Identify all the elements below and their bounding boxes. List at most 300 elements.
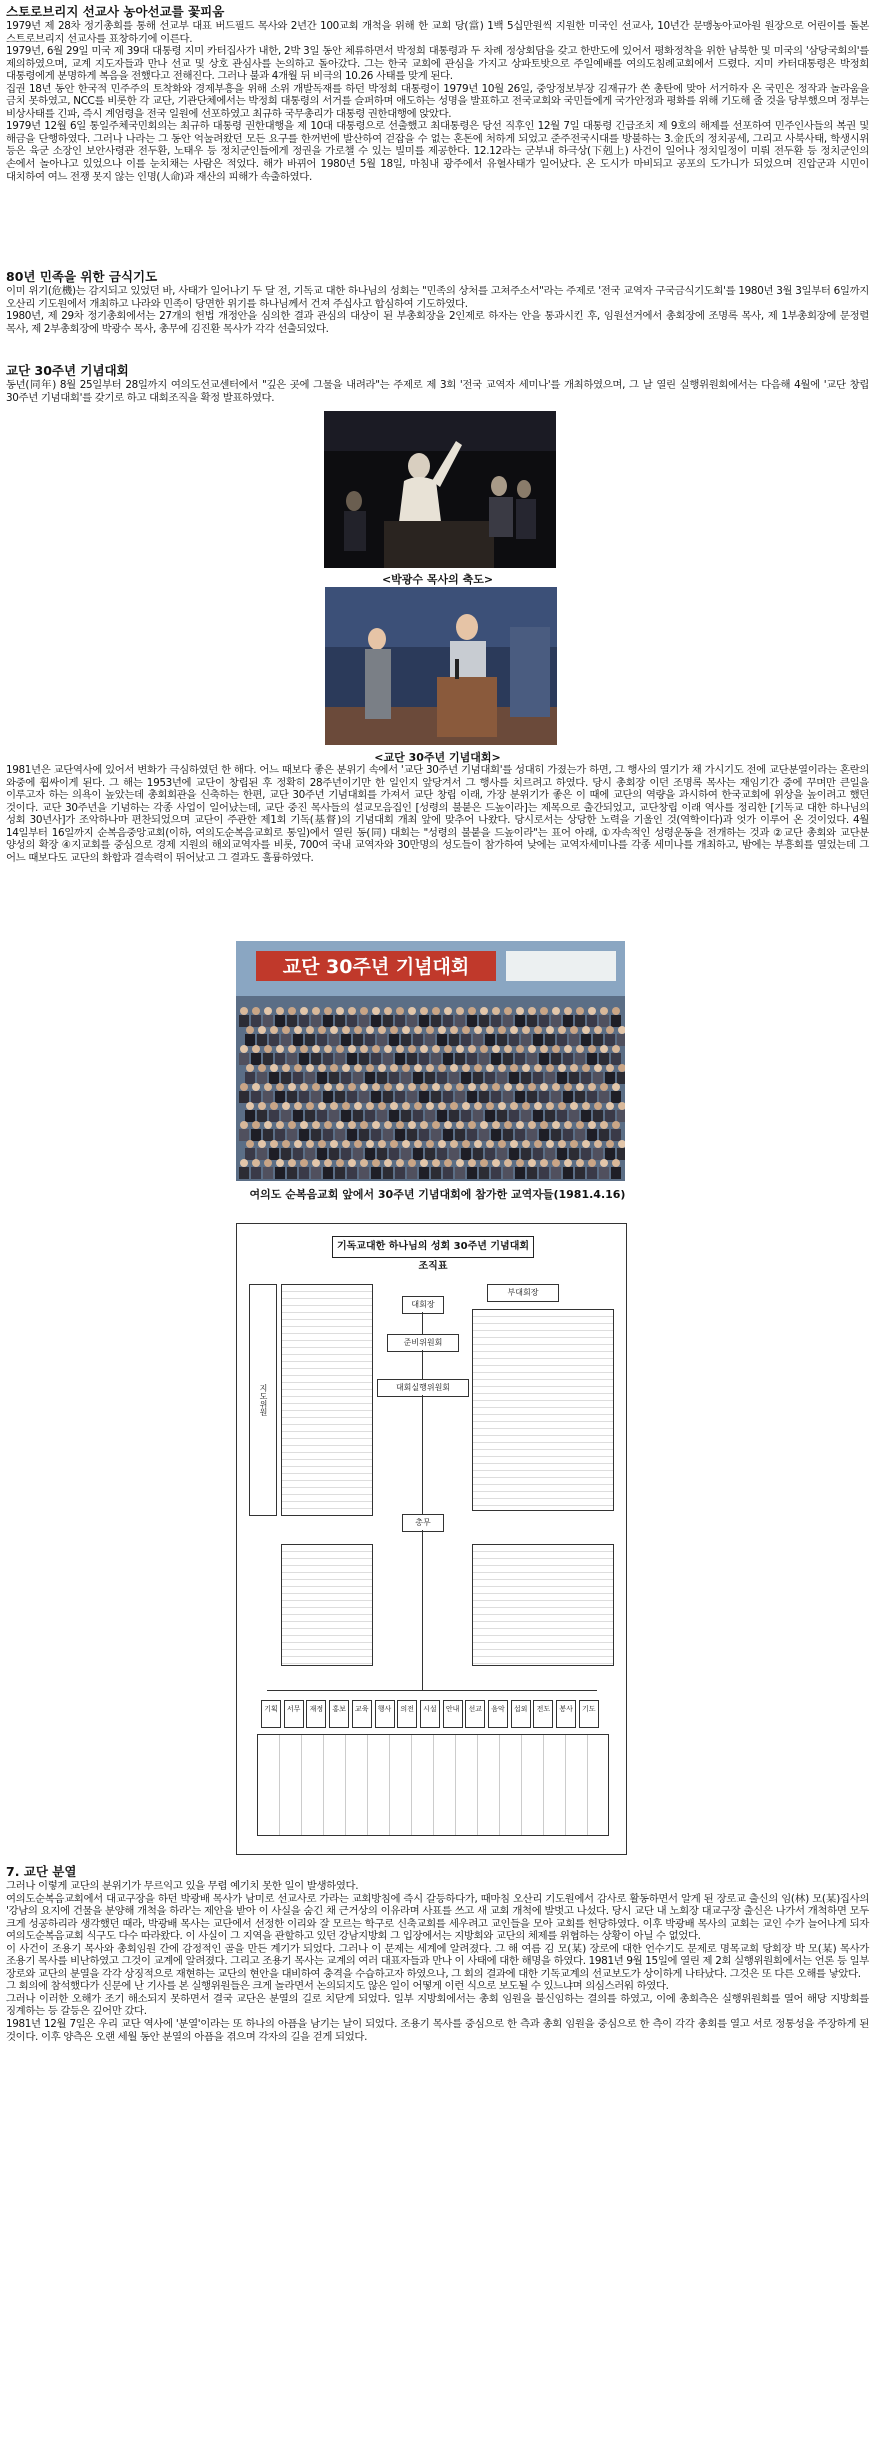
person-head bbox=[570, 1064, 578, 1072]
person-head bbox=[456, 1159, 464, 1167]
person-body bbox=[575, 1167, 585, 1179]
person-head bbox=[318, 1140, 326, 1148]
person-body bbox=[599, 1015, 609, 1027]
section-3 bbox=[0, 363, 875, 404]
org-committee-box: 전도 bbox=[533, 1700, 553, 1728]
person-head bbox=[588, 1045, 596, 1053]
paragraph: 1981년은 교단역사에 있어서 변화가 극심하였던 한 해다. 어느 때보다 좋은 분위기 속에서 '교단 30주년 기념대회'를 성대히 가졌는가 하면, 그 행사의 열기가 채 가시기도 전에 교단분열이라는 혼란의 와중에 휩싸이게 된다. 그 해는 1953년에 교단이 창립된 후 정확히 28주년이기만 한 일인지 앞당겨서 그 행사를 치르려고 하였다. 당시 총회장 이던 조명록 목사는 재임기간 중에 꾸며만 큰일을 이루고자 하는 의욕이 높았는데 총회회관을 신축하는 한편, 교단 30주년 기념대회를 가져서 교단 창립 이래, 가장 분위기가 좋은 이 때에 교단의 역량을 과시하여 한국교회에 위상을 높이려고 했던 것이다. 교단 30주년을 기념하는 각종 사업이 일어났는데, 교단 중진 목사들의 설교모음집인 [성령의 불붙은 드높이라]는 제목으로 출간되었고, 교단창립 이래 역사를 정리한 [기독교 대한 하나님의 성회 30년사]가 조악하나마 편찬되었으며 교단이 주관한 제1회 기독(基督)의 기념대회 개최 앞에 맞추어 나왔다. 당시로서는 상당한 노력을 기울인 것(역학이다)과 엇가 이루어 온 것이었다. 4월 14일부터 16일까지 순복음중앙교회(이하, 여의도순복음교회로 통일)에서 열린 동(同) 대회는 "성령의 불붙을 드높이라"는 표어 아래, ①자속적인 성령운동을 전개하는 것과 ②교단 총회와 교단분 양성의 확장 ④지교회를 중심으로 경제 지원의 해외교역자를 비롯, 700여 국내 교역자와 30만명의 성도들이 참가하여 낮에는 교역자세미나를 각종 세미나를 개최하고, 밤에는 부흥회를 열었는데 그 어느 때보다도 교단의 화합과 결속력이 뛰어났고 그 결과도 훌륭하였다. bbox=[6, 764, 869, 864]
person-head bbox=[576, 1007, 584, 1015]
org-box-chair: 대회장 bbox=[402, 1296, 444, 1314]
person-body bbox=[497, 1072, 507, 1084]
person-head bbox=[240, 1007, 248, 1015]
person-head bbox=[378, 1102, 386, 1110]
person-head bbox=[390, 1064, 398, 1072]
person-head bbox=[612, 1159, 620, 1167]
org-committee-box: 안내 bbox=[443, 1700, 463, 1728]
person-body bbox=[365, 1110, 375, 1122]
person-body bbox=[617, 1148, 625, 1160]
person-head bbox=[576, 1159, 584, 1167]
person-head bbox=[444, 1121, 452, 1129]
person-head bbox=[414, 1140, 422, 1148]
person-head bbox=[510, 1102, 518, 1110]
person-head bbox=[360, 1121, 368, 1129]
person-head bbox=[588, 1083, 596, 1091]
section-title: 80년 민족을 위한 금식기도 bbox=[6, 269, 158, 284]
person-head bbox=[468, 1083, 476, 1091]
person-body bbox=[341, 1072, 351, 1084]
person-head bbox=[432, 1121, 440, 1129]
person-body bbox=[341, 1148, 351, 1160]
person-head bbox=[450, 1064, 458, 1072]
person-head bbox=[372, 1045, 380, 1053]
person-body bbox=[503, 1091, 513, 1103]
person-head bbox=[282, 1102, 290, 1110]
person-body bbox=[323, 1129, 333, 1141]
person-body bbox=[275, 1053, 285, 1065]
person-body bbox=[413, 1034, 423, 1046]
person-head bbox=[540, 1045, 548, 1053]
person-body bbox=[581, 1072, 591, 1084]
person-body bbox=[485, 1072, 495, 1084]
person-body bbox=[371, 1091, 381, 1103]
person-body bbox=[251, 1015, 261, 1027]
person-head bbox=[354, 1102, 362, 1110]
person-head bbox=[420, 1083, 428, 1091]
person-body bbox=[521, 1110, 531, 1122]
person-body bbox=[359, 1129, 369, 1141]
person-head bbox=[522, 1102, 530, 1110]
person-body bbox=[575, 1053, 585, 1065]
person-head bbox=[438, 1064, 446, 1072]
person-head bbox=[246, 1026, 254, 1034]
person-body bbox=[419, 1053, 429, 1065]
person-body bbox=[515, 1129, 525, 1141]
person-head bbox=[456, 1007, 464, 1015]
person-head bbox=[402, 1026, 410, 1034]
person-head bbox=[354, 1026, 362, 1034]
person-body bbox=[557, 1110, 567, 1122]
person-head bbox=[540, 1007, 548, 1015]
person-body bbox=[359, 1167, 369, 1179]
person-head bbox=[246, 1102, 254, 1110]
person-head bbox=[528, 1121, 536, 1129]
person-body bbox=[317, 1110, 327, 1122]
person-body bbox=[515, 1091, 525, 1103]
person-body bbox=[491, 1129, 501, 1141]
person-head bbox=[312, 1159, 320, 1167]
person-body bbox=[527, 1053, 537, 1065]
org-member-list bbox=[281, 1284, 373, 1516]
person-head bbox=[408, 1083, 416, 1091]
person-body bbox=[539, 1015, 549, 1027]
person-body bbox=[521, 1148, 531, 1160]
paragraph: 동년(同年) 8월 25일부터 28일까지 여의도선교센터에서 "깊은 곳에 그물을 내려라"는 주제로 제 3회 '전국 교역자 세미나'를 개최하였으며, 그 날 열린 실행위원회에서는 다음해 4월에 '교단 창립 30주년 기념대회'를 갖기로 하고 대회조직을 확정 발표하였다. bbox=[6, 379, 869, 404]
person-body bbox=[383, 1053, 393, 1065]
person-head bbox=[600, 1045, 608, 1053]
person-body bbox=[335, 1167, 345, 1179]
photo-anniversary-event bbox=[325, 587, 557, 745]
person-body bbox=[335, 1091, 345, 1103]
person-body bbox=[461, 1110, 471, 1122]
person-head bbox=[510, 1026, 518, 1034]
person-head bbox=[600, 1159, 608, 1167]
person-head bbox=[348, 1007, 356, 1015]
person-head bbox=[276, 1045, 284, 1053]
person-head bbox=[564, 1007, 572, 1015]
org-committee-box: 의전 bbox=[397, 1700, 417, 1728]
person-body bbox=[407, 1015, 417, 1027]
person-body bbox=[269, 1148, 279, 1160]
person-head bbox=[384, 1007, 392, 1015]
person-body bbox=[269, 1072, 279, 1084]
person-head bbox=[606, 1026, 614, 1034]
person-head bbox=[324, 1159, 332, 1167]
person-head bbox=[480, 1121, 488, 1129]
org-committee-box: 행사 bbox=[375, 1700, 395, 1728]
person-head bbox=[246, 1140, 254, 1148]
person-head bbox=[330, 1102, 338, 1110]
person-body bbox=[569, 1148, 579, 1160]
person-body bbox=[611, 1129, 621, 1141]
person-body bbox=[605, 1110, 615, 1122]
person-body bbox=[593, 1148, 603, 1160]
person-head bbox=[564, 1083, 572, 1091]
person-body bbox=[371, 1129, 381, 1141]
person-head bbox=[336, 1083, 344, 1091]
paragraph: 그 회의에 참석했다가 신문에 난 기사를 본 실행위원들은 크게 놀라면서 논의되지도 않은 일이 어떻게 이런 식으로 보도될 수 있느냐며 의심스러워 하였다. bbox=[6, 1980, 669, 1993]
person-body bbox=[497, 1110, 507, 1122]
person-body bbox=[257, 1072, 267, 1084]
person-head bbox=[570, 1026, 578, 1034]
person-body bbox=[353, 1110, 363, 1122]
person-body bbox=[563, 1015, 573, 1027]
person-head bbox=[462, 1140, 470, 1148]
person-body bbox=[425, 1148, 435, 1160]
person-head bbox=[516, 1121, 524, 1129]
person-head bbox=[582, 1026, 590, 1034]
person-body bbox=[461, 1034, 471, 1046]
paragraph: 이미 위기(危機)는 감지되고 있었던 바, 사태가 일어나기 두 달 전, 기독교 대한 하나님의 성회는 "민족의 상처를 고쳐주소서"라는 주제로 '전국 교역자 구국금식기도회'를 1980년 3월 3일부터 6일까지 오산리 기도원에서 개최하고 나라와 민족이 당면한 위기를 하나님께서 건져 주십사고 합심하여 기도하였다. bbox=[6, 285, 869, 310]
person-head bbox=[396, 1159, 404, 1167]
person-head bbox=[342, 1026, 350, 1034]
person-body bbox=[407, 1091, 417, 1103]
person-body bbox=[335, 1015, 345, 1027]
person-body bbox=[551, 1053, 561, 1065]
person-head bbox=[288, 1121, 296, 1129]
section-2 bbox=[0, 269, 875, 335]
person-head bbox=[456, 1045, 464, 1053]
person-body bbox=[239, 1129, 249, 1141]
person-body bbox=[425, 1072, 435, 1084]
person-body bbox=[311, 1167, 321, 1179]
org-committee-box: 섭외 bbox=[511, 1700, 531, 1728]
person-head bbox=[504, 1045, 512, 1053]
person-body bbox=[437, 1034, 447, 1046]
person-body bbox=[395, 1053, 405, 1065]
person-head bbox=[468, 1045, 476, 1053]
org-committee-box: 음악 bbox=[488, 1700, 508, 1728]
person-head bbox=[414, 1026, 422, 1034]
person-body bbox=[479, 1053, 489, 1065]
section-7 bbox=[0, 1864, 875, 2043]
person-head bbox=[330, 1026, 338, 1034]
person-body bbox=[305, 1072, 315, 1084]
photo-group-ministers bbox=[236, 941, 625, 1181]
person-body bbox=[347, 1091, 357, 1103]
person-body bbox=[599, 1167, 609, 1179]
org-box-prep: 준비위원회 bbox=[387, 1334, 459, 1352]
person-body bbox=[515, 1167, 525, 1179]
person-head bbox=[438, 1102, 446, 1110]
person-head bbox=[528, 1007, 536, 1015]
person-head bbox=[426, 1064, 434, 1072]
person-body bbox=[605, 1034, 615, 1046]
org-box-advisors: 지도위원 bbox=[249, 1284, 277, 1516]
person-body bbox=[431, 1053, 441, 1065]
person-head bbox=[240, 1121, 248, 1129]
person-head bbox=[474, 1064, 482, 1072]
person-body bbox=[509, 1148, 519, 1160]
person-body bbox=[287, 1129, 297, 1141]
person-head bbox=[438, 1026, 446, 1034]
person-head bbox=[492, 1083, 500, 1091]
person-head bbox=[264, 1083, 272, 1091]
person-body bbox=[527, 1015, 537, 1027]
person-body bbox=[587, 1015, 597, 1027]
person-body bbox=[539, 1091, 549, 1103]
committee-members-table bbox=[257, 1734, 609, 1836]
person-body bbox=[473, 1072, 483, 1084]
person-body bbox=[533, 1148, 543, 1160]
person-head bbox=[240, 1159, 248, 1167]
person-head bbox=[318, 1026, 326, 1034]
person-body bbox=[479, 1129, 489, 1141]
connector-line bbox=[422, 1395, 423, 1514]
person-body bbox=[401, 1148, 411, 1160]
person-head bbox=[576, 1121, 584, 1129]
person-head bbox=[354, 1064, 362, 1072]
person-body bbox=[437, 1110, 447, 1122]
person-head bbox=[384, 1121, 392, 1129]
person-head bbox=[552, 1121, 560, 1129]
person-body bbox=[311, 1053, 321, 1065]
person-body bbox=[551, 1129, 561, 1141]
person-body bbox=[467, 1053, 477, 1065]
person-head bbox=[492, 1045, 500, 1053]
person-body bbox=[587, 1091, 597, 1103]
person-body bbox=[491, 1053, 501, 1065]
person-head bbox=[408, 1007, 416, 1015]
person-head bbox=[612, 1045, 620, 1053]
connector-line bbox=[267, 1690, 597, 1691]
person-body bbox=[443, 1129, 453, 1141]
person-head bbox=[486, 1140, 494, 1148]
person-body bbox=[443, 1015, 453, 1027]
person-head bbox=[306, 1140, 314, 1148]
person-head bbox=[330, 1064, 338, 1072]
person-head bbox=[546, 1064, 554, 1072]
person-head bbox=[558, 1064, 566, 1072]
person-body bbox=[269, 1110, 279, 1122]
person-head bbox=[408, 1159, 416, 1167]
person-head bbox=[366, 1102, 374, 1110]
person-body bbox=[245, 1110, 255, 1122]
person-head bbox=[552, 1007, 560, 1015]
person-body bbox=[527, 1129, 537, 1141]
paragraph: 그러나 이렇게 교단의 분위기가 무르익고 있을 무렵 예기치 못한 일이 발생하였다. bbox=[6, 1880, 359, 1892]
person-head bbox=[300, 1007, 308, 1015]
person-head bbox=[336, 1121, 344, 1129]
person-head bbox=[486, 1064, 494, 1072]
person-head bbox=[390, 1140, 398, 1148]
person-body bbox=[311, 1091, 321, 1103]
person-head bbox=[504, 1083, 512, 1091]
banner-text: 교단 30주년 기념대회 bbox=[282, 956, 470, 978]
person-head bbox=[570, 1140, 578, 1148]
person-body bbox=[401, 1110, 411, 1122]
person-head bbox=[456, 1121, 464, 1129]
person-body bbox=[599, 1129, 609, 1141]
person-head bbox=[378, 1026, 386, 1034]
person-head bbox=[360, 1159, 368, 1167]
person-body bbox=[371, 1053, 381, 1065]
person-head bbox=[564, 1121, 572, 1129]
section-3-continued bbox=[0, 764, 875, 864]
person-head bbox=[432, 1083, 440, 1091]
person-body bbox=[611, 1015, 621, 1027]
person-head bbox=[462, 1064, 470, 1072]
person-head bbox=[384, 1159, 392, 1167]
person-body bbox=[545, 1148, 555, 1160]
person-body bbox=[497, 1034, 507, 1046]
person-head bbox=[480, 1007, 488, 1015]
person-body bbox=[527, 1091, 537, 1103]
person-head bbox=[348, 1083, 356, 1091]
person-head bbox=[276, 1121, 284, 1129]
org-committee-box: 기획 bbox=[261, 1700, 281, 1728]
person-body bbox=[413, 1072, 423, 1084]
person-head bbox=[444, 1045, 452, 1053]
person-head bbox=[432, 1159, 440, 1167]
person-head bbox=[306, 1064, 314, 1072]
person-head bbox=[270, 1140, 278, 1148]
person-head bbox=[324, 1121, 332, 1129]
photo-image bbox=[324, 411, 556, 568]
person-body bbox=[407, 1129, 417, 1141]
person-body bbox=[353, 1034, 363, 1046]
person-head bbox=[324, 1007, 332, 1015]
person-body bbox=[287, 1091, 297, 1103]
photo-caption: <교단 30주년 기념대회> bbox=[374, 751, 501, 764]
person-body bbox=[551, 1091, 561, 1103]
person-body bbox=[485, 1148, 495, 1160]
org-committee-box: 기도 bbox=[579, 1700, 599, 1728]
person-head bbox=[492, 1159, 500, 1167]
person-head bbox=[468, 1159, 476, 1167]
person-head bbox=[516, 1083, 524, 1091]
person-body bbox=[587, 1129, 597, 1141]
org-member-list bbox=[472, 1309, 614, 1511]
person-head bbox=[270, 1064, 278, 1072]
person-body bbox=[263, 1129, 273, 1141]
person-head bbox=[450, 1102, 458, 1110]
person-body bbox=[503, 1167, 513, 1179]
person-body bbox=[563, 1091, 573, 1103]
person-head bbox=[312, 1007, 320, 1015]
photo-benediction bbox=[324, 411, 556, 568]
person-head bbox=[480, 1045, 488, 1053]
person-head bbox=[384, 1083, 392, 1091]
person-body bbox=[359, 1053, 369, 1065]
person-head bbox=[360, 1045, 368, 1053]
person-head bbox=[438, 1140, 446, 1148]
org-committee-box: 재정 bbox=[306, 1700, 326, 1728]
person-head bbox=[252, 1083, 260, 1091]
person-head bbox=[372, 1159, 380, 1167]
person-head bbox=[516, 1159, 524, 1167]
person-body bbox=[347, 1053, 357, 1065]
person-head bbox=[486, 1102, 494, 1110]
person-head bbox=[336, 1045, 344, 1053]
section-title: 스토로브리지 선교사 농아선교를 꽃피움 bbox=[6, 4, 225, 19]
photo-caption: 여의도 순복음교회 앞에서 30주년 기념대회에 참가한 교역자들(1981.4.16) bbox=[249, 1188, 626, 1201]
person-head bbox=[600, 1083, 608, 1091]
person-body bbox=[443, 1053, 453, 1065]
person-body bbox=[371, 1015, 381, 1027]
person-body bbox=[419, 1015, 429, 1027]
person-body bbox=[383, 1015, 393, 1027]
person-body bbox=[461, 1148, 471, 1160]
person-head bbox=[384, 1045, 392, 1053]
person-head bbox=[600, 1007, 608, 1015]
person-head bbox=[594, 1026, 602, 1034]
person-body bbox=[281, 1148, 291, 1160]
person-head bbox=[324, 1045, 332, 1053]
person-head bbox=[510, 1064, 518, 1072]
person-body bbox=[539, 1167, 549, 1179]
person-head bbox=[372, 1121, 380, 1129]
person-head bbox=[312, 1083, 320, 1091]
person-head bbox=[294, 1102, 302, 1110]
person-body bbox=[401, 1034, 411, 1046]
person-head bbox=[552, 1159, 560, 1167]
person-head bbox=[522, 1140, 530, 1148]
person-body bbox=[281, 1072, 291, 1084]
person-head bbox=[420, 1007, 428, 1015]
person-body bbox=[425, 1110, 435, 1122]
org-committee-box: 홍보 bbox=[329, 1700, 349, 1728]
org-committee-box: 교육 bbox=[352, 1700, 372, 1728]
person-body bbox=[563, 1053, 573, 1065]
person-head bbox=[348, 1159, 356, 1167]
person-body bbox=[491, 1015, 501, 1027]
person-body bbox=[257, 1034, 267, 1046]
person-body bbox=[455, 1129, 465, 1141]
person-body bbox=[251, 1129, 261, 1141]
person-body bbox=[419, 1167, 429, 1179]
person-head bbox=[552, 1083, 560, 1091]
person-head bbox=[396, 1083, 404, 1091]
person-body bbox=[491, 1091, 501, 1103]
person-head bbox=[588, 1121, 596, 1129]
person-body bbox=[239, 1091, 249, 1103]
person-head bbox=[264, 1159, 272, 1167]
person-body bbox=[593, 1110, 603, 1122]
person-head bbox=[492, 1007, 500, 1015]
person-head bbox=[420, 1045, 428, 1053]
person-head bbox=[258, 1026, 266, 1034]
person-head bbox=[552, 1045, 560, 1053]
